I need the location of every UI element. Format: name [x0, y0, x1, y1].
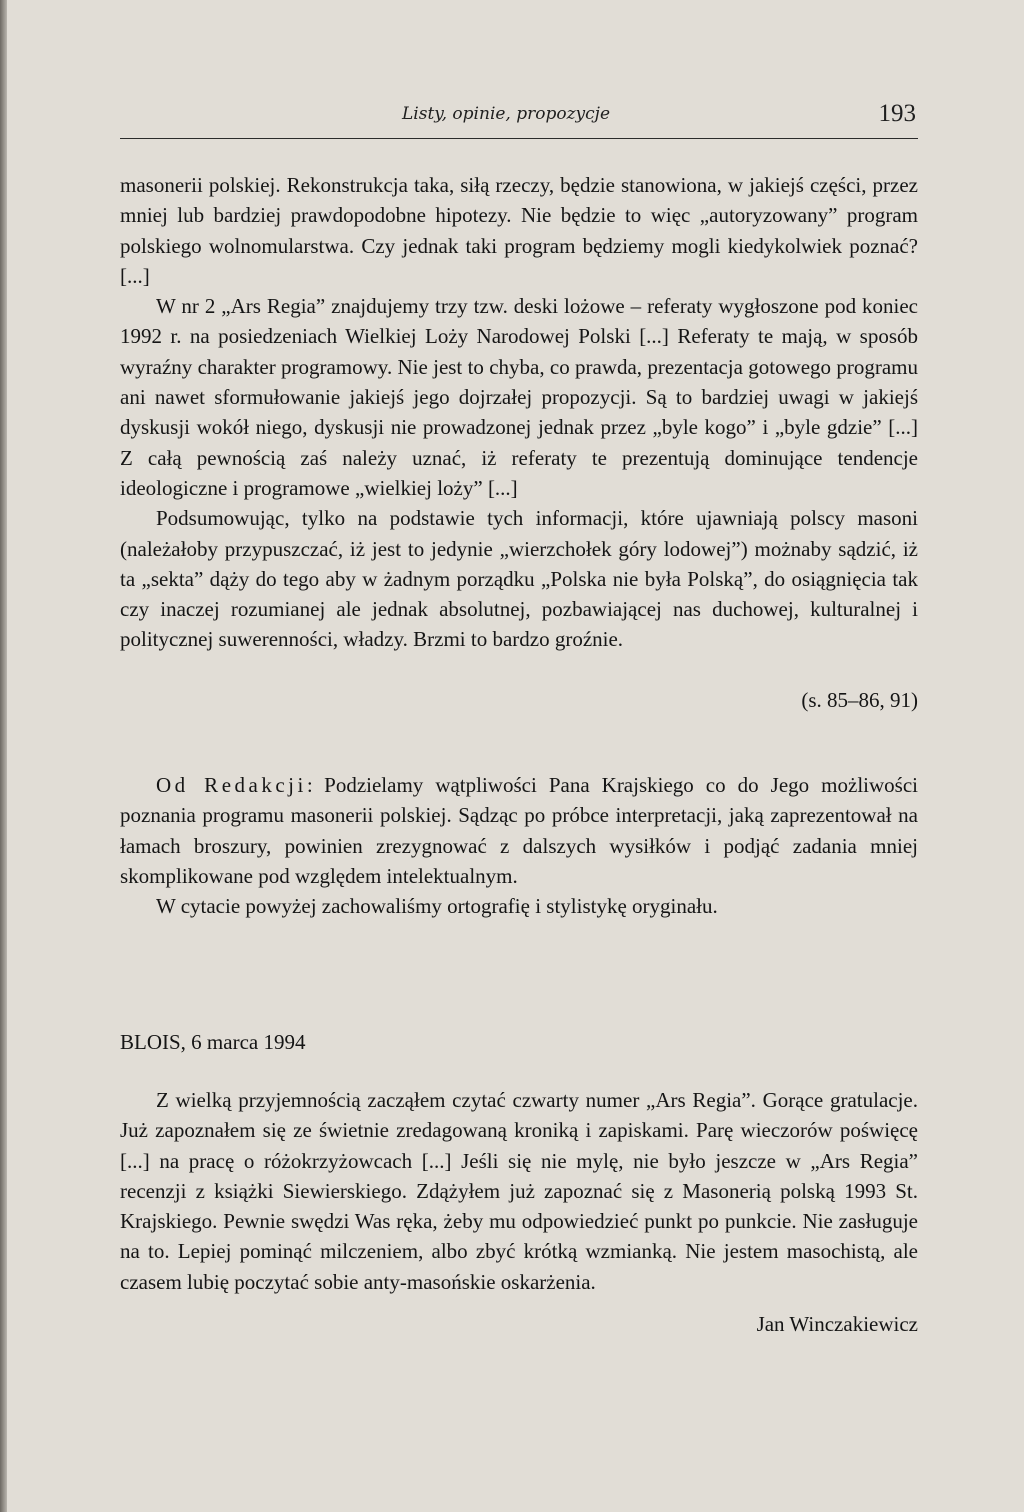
- letter: [120, 1085, 918, 1339]
- editorial-text: Podzielamy wątpliwości Pana Krajskiego co do Jego możliwości poznania programu masonerii polskiej. Sądząc po próbce interpretacji, jaką zaprezentował na łamach broszury, powinien zrezygnować z dalszych wysiłków i podjąć zadania mniej skomplikowane pod względem intelektualnym.: [120, 773, 918, 888]
- quoted-passage: [120, 170, 918, 715]
- letter-signature: Jan Winczakiewicz: [756, 1312, 918, 1337]
- quote-paragraph-3: Podsumowując, tylko na podstawie tych informacji, które ujawniają polscy masoni (należałoby przypuszczać, iż jest to jedynie „wierzchołek góry lodowej”) możnaby sądzić, iż ta „sekta” dąży do tego aby w żadnym porządku „Polska nie była Polską”, do osiągnięcia tak czy inaczej rozumianej ale jednak absolutnej, pozbawiającej nas duchowej, kulturalnej i politycznej suwerenności, władzy. Brzmi to bardzo groźnie.: [120, 506, 918, 652]
- quote-paragraph-1: masonerii polskiej. Rekonstrukcja taka, siłą rzeczy, będzie stanowiona, w jakiejś części, przez mniej lub bardziej prawdopodobne hipotezy. Nie będzie to więc „autoryzowany” program polskiego wolnomularstwa. Czy jednak taki program będziemy mogli kiedykolwiek poznać? [...]: [120, 173, 918, 288]
- citation: (s. 85–86, 91): [801, 687, 918, 712]
- editorial-note: [120, 770, 918, 921]
- page-number: 193: [878, 100, 916, 127]
- quote-paragraph-2: W nr 2 „Ars Regia” znajdujemy trzy tzw. deski lożowe – referaty wygłoszone pod koniec 1992 r. na posiedzeniach Wielkiej Loży Narodowej Polski [...] Referaty te mają, w sposób wyraźny charakter programowy. Nie jest to chyba, co prawda, prezentacja gotowego programu ani nawet sformułowanie jakiejś jego dojrzałej propozycji. Są to bardziej uwagi w jakiejś dyskusji wokół niego, dyskusji nie prowadzonej jednak przez „byle kogo” i „byle gdzie” [...] Z całą pewnością zaś należy uznać, iż referaty te prezentują dominujące tendencje ideologiczne i programowe „wielkiej loży” [...]: [120, 294, 918, 500]
- page-header: [120, 98, 918, 139]
- page-spine-edge: [0, 0, 7, 1512]
- running-head: Listy, opinie, propozycje: [402, 104, 611, 124]
- editorial-paragraph-1: [120, 770, 918, 891]
- editorial-label: Od Redakcji:: [156, 773, 317, 797]
- letter-heading: BLOIS, 6 marca 1994: [120, 1030, 306, 1054]
- letter-body: Z wielką przyjemnością zacząłem czytać czwarty numer „Ars Regia”. Gorące gratulacje. Już zapoznałem się ze świetnie zredagowaną kroniką i zapiskami. Parę wieczorów poświęcę [...] na pracę o różokrzyżowcach [...] Jeśli się nie mylę, nie było jeszcze w „Ars Regia” recenzji z książki Siewierskiego. Zdążyłem już zapoznać się z Masonerią polską 1993 St. Krajskiego. Pewnie swędzi Was ręka, żeby mu odpowiedzieć punkt po punkcie. Nie zasługuje na to. Lepiej pominąć milczeniem, albo zbyć krótką wzmianką. Nie jestem masochistą, ale czasem lubię poczytać sobie anty-masońskie oskarżenia.: [120, 1088, 918, 1294]
- editorial-paragraph-2: W cytacie powyżej zachowaliśmy ortografię i stylistykę oryginału.: [156, 894, 718, 919]
